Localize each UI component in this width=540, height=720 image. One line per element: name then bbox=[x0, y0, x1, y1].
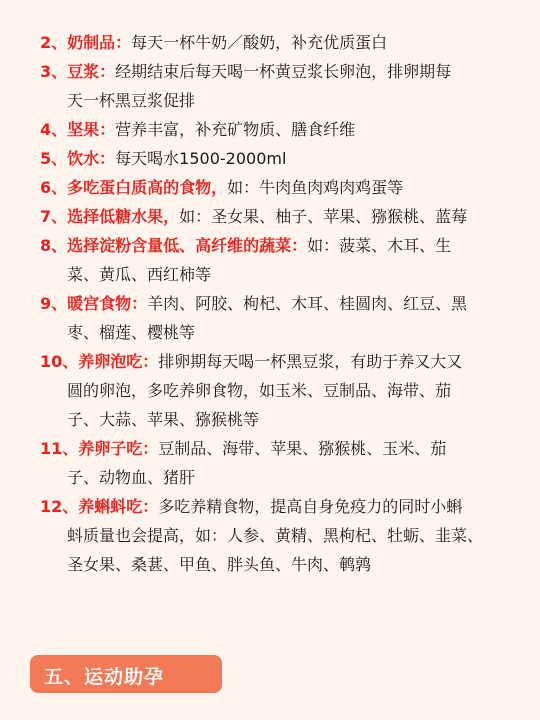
item-text-continued: 菜、黄瓜、西红柿等 bbox=[67, 265, 212, 284]
section-title: 五、运动助孕 bbox=[44, 666, 165, 688]
list-item bbox=[40, 492, 528, 579]
item-text: 营养丰富，补充矿物质、膳食纤维 bbox=[115, 120, 356, 139]
item-text: 羊肉、阿胶、枸杞、木耳、桂圆肉、红豆、黑 bbox=[147, 294, 468, 313]
item-keyword: 坚果： bbox=[67, 120, 116, 139]
item-number: 12、 bbox=[40, 497, 79, 516]
list-item bbox=[40, 57, 528, 115]
list-item bbox=[40, 434, 528, 492]
item-number: 7、 bbox=[40, 207, 68, 226]
item-keyword: 饮水： bbox=[67, 149, 116, 168]
list-item bbox=[40, 231, 528, 289]
item-text: 排卵期每天喝一杯黑豆浆，有助于养又大又 bbox=[158, 352, 463, 371]
item-keyword: 豆浆： bbox=[67, 62, 116, 81]
item-text: 豆制品、海带、苹果、猕猴桃、玉米、茄 bbox=[158, 439, 447, 458]
item-number: 6、 bbox=[40, 178, 68, 197]
item-keyword: 选择淀粉含量低、高纤维的蔬菜： bbox=[67, 236, 308, 255]
section-header bbox=[30, 655, 222, 693]
item-number: 3、 bbox=[40, 62, 68, 81]
item-keyword: 暖宫食物： bbox=[67, 294, 148, 313]
item-number: 4、 bbox=[40, 120, 68, 139]
item-text-continued: 天一杯黑豆浆促排 bbox=[67, 91, 196, 110]
item-number: 8、 bbox=[40, 236, 68, 255]
item-text-continued: 子、动物血、猪肝 bbox=[67, 468, 196, 487]
item-text: 多吃养精食物，提高自身免疫力的同时小蝌 bbox=[158, 497, 463, 516]
item-number: 11、 bbox=[40, 439, 79, 458]
list-item bbox=[40, 289, 528, 347]
item-text: 每天一杯牛奶／酸奶，补充优质蛋白 bbox=[131, 33, 388, 52]
list-item bbox=[40, 144, 528, 173]
item-number: 5、 bbox=[40, 149, 68, 168]
item-text-continued: 枣、榴莲、樱桃等 bbox=[67, 323, 196, 342]
diet-list bbox=[40, 28, 528, 579]
item-text: 每天喝水1500-2000ml bbox=[115, 149, 287, 168]
item-text-continued: 蚪质量也会提高，如：人参、黄精、黑枸杞、牡蛎、韭菜、 bbox=[67, 526, 484, 545]
item-keyword: 养卵子吃： bbox=[78, 439, 159, 458]
item-text: 如：圣女果、柚子、苹果、猕猴桃、蓝莓 bbox=[179, 207, 468, 226]
item-text: 如：牛肉鱼肉鸡肉鸡蛋等 bbox=[227, 178, 404, 197]
list-item bbox=[40, 202, 528, 231]
item-keyword: 多吃蛋白质高的食物， bbox=[67, 178, 228, 197]
item-text-continued: 子、大蒜、苹果、猕猴桃等 bbox=[67, 410, 260, 429]
item-keyword: 养卵泡吃： bbox=[78, 352, 159, 371]
list-item bbox=[40, 173, 528, 202]
list-item bbox=[40, 347, 528, 434]
list-item bbox=[40, 28, 528, 57]
item-text-continued: 圣女果、桑葚、甲鱼、胖头鱼、牛肉、鹌鹑 bbox=[67, 555, 372, 574]
item-text: 如：菠菜、木耳、生 bbox=[307, 236, 452, 255]
list-item bbox=[40, 115, 528, 144]
item-keyword: 养蝌蚪吃： bbox=[78, 497, 159, 516]
item-text-continued: 圆的卵泡，多吃养卵食物，如玉米、豆制品、海带、茄 bbox=[67, 381, 452, 400]
item-number: 9、 bbox=[40, 294, 68, 313]
item-number: 2、 bbox=[40, 33, 68, 52]
item-keyword: 奶制品： bbox=[67, 33, 132, 52]
item-text: 经期结束后每天喝一杯黄豆浆长卵泡，排卵期每 bbox=[115, 62, 452, 81]
item-keyword: 选择低糖水果， bbox=[67, 207, 180, 226]
item-number: 10、 bbox=[40, 352, 79, 371]
